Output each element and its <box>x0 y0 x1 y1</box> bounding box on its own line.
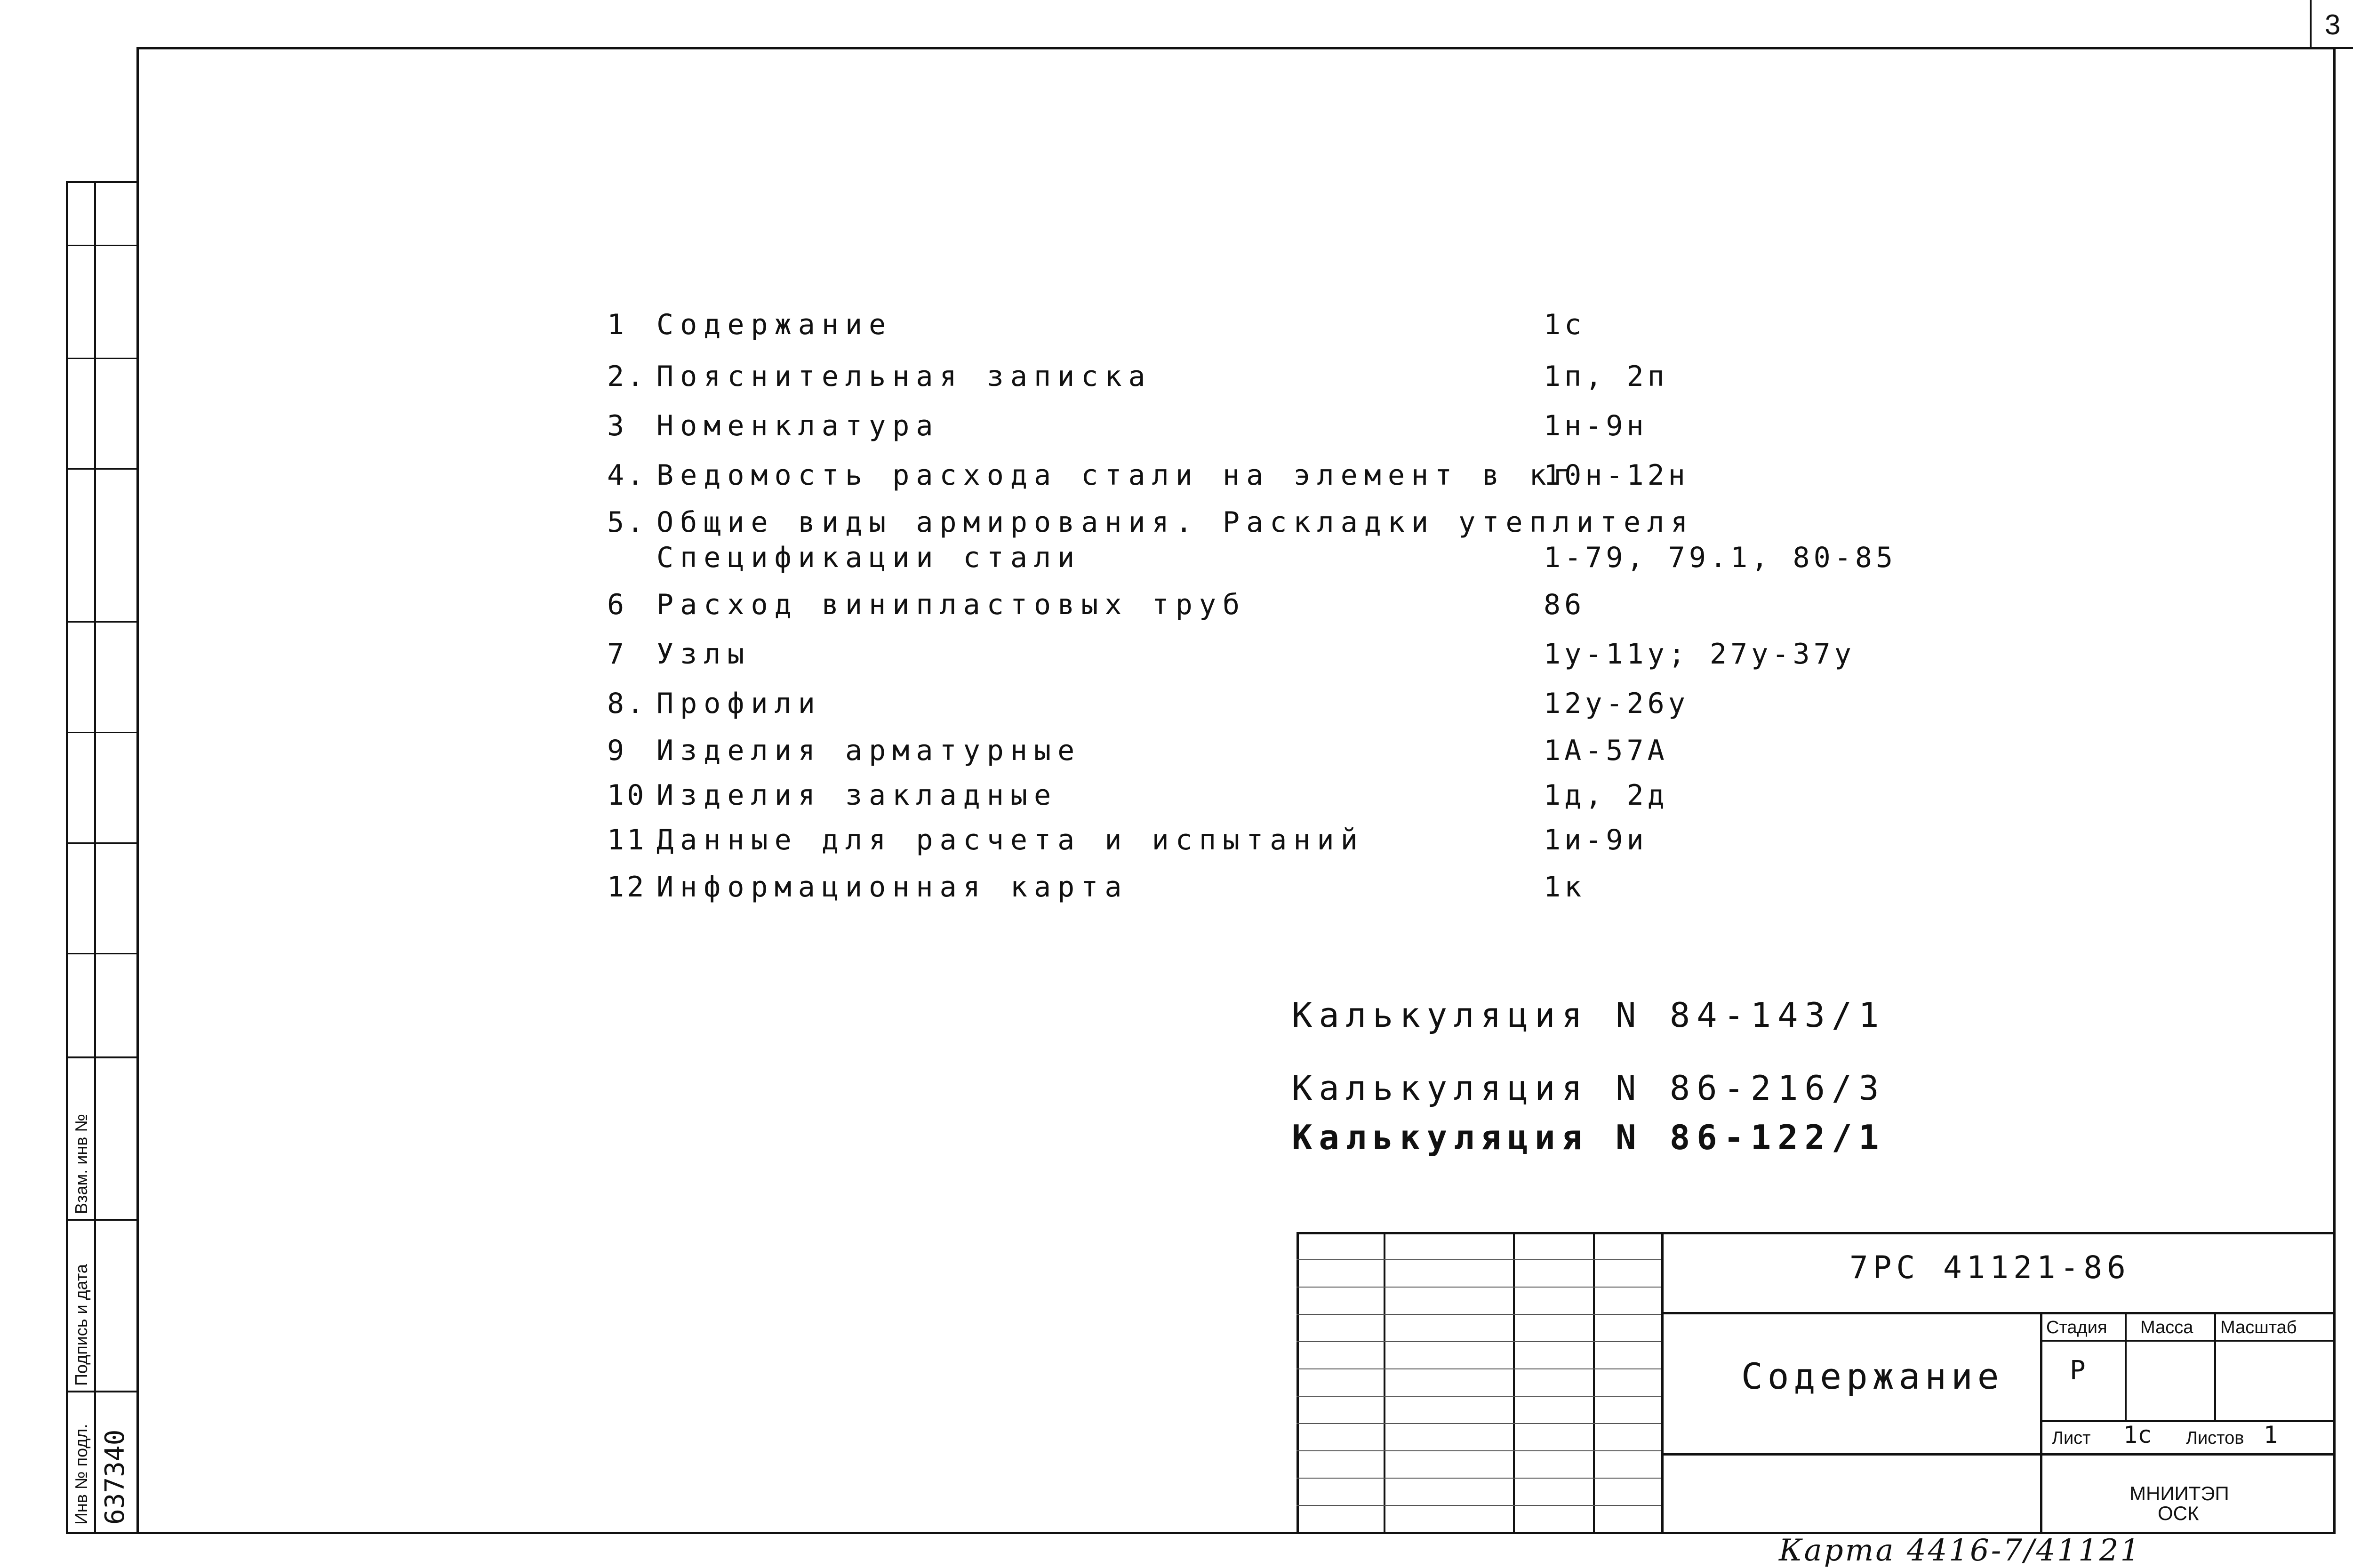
revision-grid-line <box>1297 1341 1661 1342</box>
revision-grid-line <box>1297 1259 1661 1260</box>
toc-item-number: 8. <box>607 687 647 720</box>
sign-label: Подпись и дата <box>72 1264 91 1386</box>
toc-item-number: 3 <box>607 409 627 442</box>
toc-item-pages: 12у-26у <box>1544 687 1689 720</box>
frame-top <box>136 47 2334 49</box>
toc-item-number: 9 <box>607 734 627 767</box>
toc-item-pages: 1и-9и <box>1544 824 1648 856</box>
footer-handwritten: Карта 4416-7/41121 <box>1779 1533 2142 1568</box>
toc-item-number: 7 <box>607 638 627 671</box>
toc-item-number: 2. <box>607 360 647 393</box>
revision-grid-line <box>1297 1287 1661 1288</box>
sheet-number: 3 <box>2325 9 2341 40</box>
revision-grid-line <box>1297 1505 1661 1506</box>
inv-label: Инв № подл. <box>72 1424 91 1525</box>
toc-item-number: 5. <box>607 506 647 539</box>
stage-value: Р <box>2070 1355 2086 1386</box>
revision-grid-line <box>1297 1396 1661 1397</box>
toc-item-title: Узлы <box>656 638 751 671</box>
org-line-1: МНИИТЭП <box>2129 1482 2229 1504</box>
revision-grid-line <box>1297 1368 1661 1369</box>
revision-grid-line <box>1297 1314 1661 1315</box>
toc-item-pages: 1п, 2п <box>1544 360 1668 393</box>
toc-item-title: Информационная карта <box>656 871 1128 904</box>
sheets-value: 1 <box>2264 1421 2278 1448</box>
toc-item-pages: 86 <box>1544 588 1585 621</box>
toc-item-title: Содержание <box>656 308 893 341</box>
scale-label: Масштаб <box>2220 1318 2297 1337</box>
toc-item-title: Изделия закладные <box>656 779 1058 812</box>
toc-item-pages: 10н-12н <box>1544 459 1689 492</box>
toc-item-number: 6 <box>607 588 627 621</box>
sheet-value: 1с <box>2123 1421 2152 1448</box>
toc-item-title: Данные для расчета и испытаний <box>656 824 1364 856</box>
org-line-2: ОСК <box>2158 1502 2199 1524</box>
toc-item-pages: 1-79, 79.1, 80-85 <box>1544 541 1897 574</box>
toc-item-title: Общие виды армирования. Раскладки утеплителя <box>656 506 1695 539</box>
toc-item-title: Пояснительная записка <box>656 360 1152 393</box>
toc-item-pages: 1к <box>1544 871 1585 904</box>
revision-grid-line <box>1297 1478 1661 1479</box>
toc-item-pages: 1у-11у; 27у-37у <box>1544 638 1855 671</box>
inv-value: 637340 <box>100 1429 130 1525</box>
document-code: 7РС 41121-86 <box>1849 1249 2130 1286</box>
toc-item-title-line2: Спецификации стали <box>656 541 1081 574</box>
sheets-label: Листов <box>2186 1428 2244 1448</box>
calc-line-3: Калькуляция N 86-122/1 <box>1292 1118 1886 1157</box>
revision-grid-line <box>1297 1423 1661 1424</box>
toc-item-number: 11 <box>607 824 647 856</box>
toc-item-title: Изделия арматурные <box>656 734 1081 767</box>
sheet-label: Лист <box>2052 1428 2091 1448</box>
vzam-label: Взам. инв № <box>72 1113 91 1214</box>
calc-line-2: Калькуляция N 86-216/3 <box>1292 1068 1886 1108</box>
calc-line-1: Калькуляция N 84-143/1 <box>1292 995 1886 1035</box>
toc-item-title: Профили <box>656 687 822 720</box>
toc-item-title: Ведомость расхода стали на элемент в кг <box>656 459 1577 492</box>
toc-item-title: Номенклатура <box>656 409 940 442</box>
frame-right <box>2333 47 2336 1534</box>
toc-item-number: 12 <box>607 871 647 904</box>
toc-item-number: 10 <box>607 779 647 812</box>
frame-left <box>136 47 139 1534</box>
sheet-number-box <box>2310 0 2353 49</box>
revision-grid-line <box>1297 1450 1661 1451</box>
stage-label: Стадия <box>2046 1318 2107 1337</box>
toc-item-number: 1 <box>607 308 627 341</box>
toc-item-title: Расход винипластовых труб <box>656 588 1247 621</box>
toc-item-pages: 1с <box>1544 308 1585 341</box>
sheet-title: Содержание <box>1741 1355 2004 1397</box>
toc-item-pages: 1н-9н <box>1544 409 1648 442</box>
toc-item-pages: 1д, 2д <box>1544 779 1668 812</box>
mass-label: Масса <box>2140 1318 2193 1337</box>
toc-item-pages: 1А-57А <box>1544 734 1668 767</box>
toc-item-number: 4. <box>607 459 647 492</box>
